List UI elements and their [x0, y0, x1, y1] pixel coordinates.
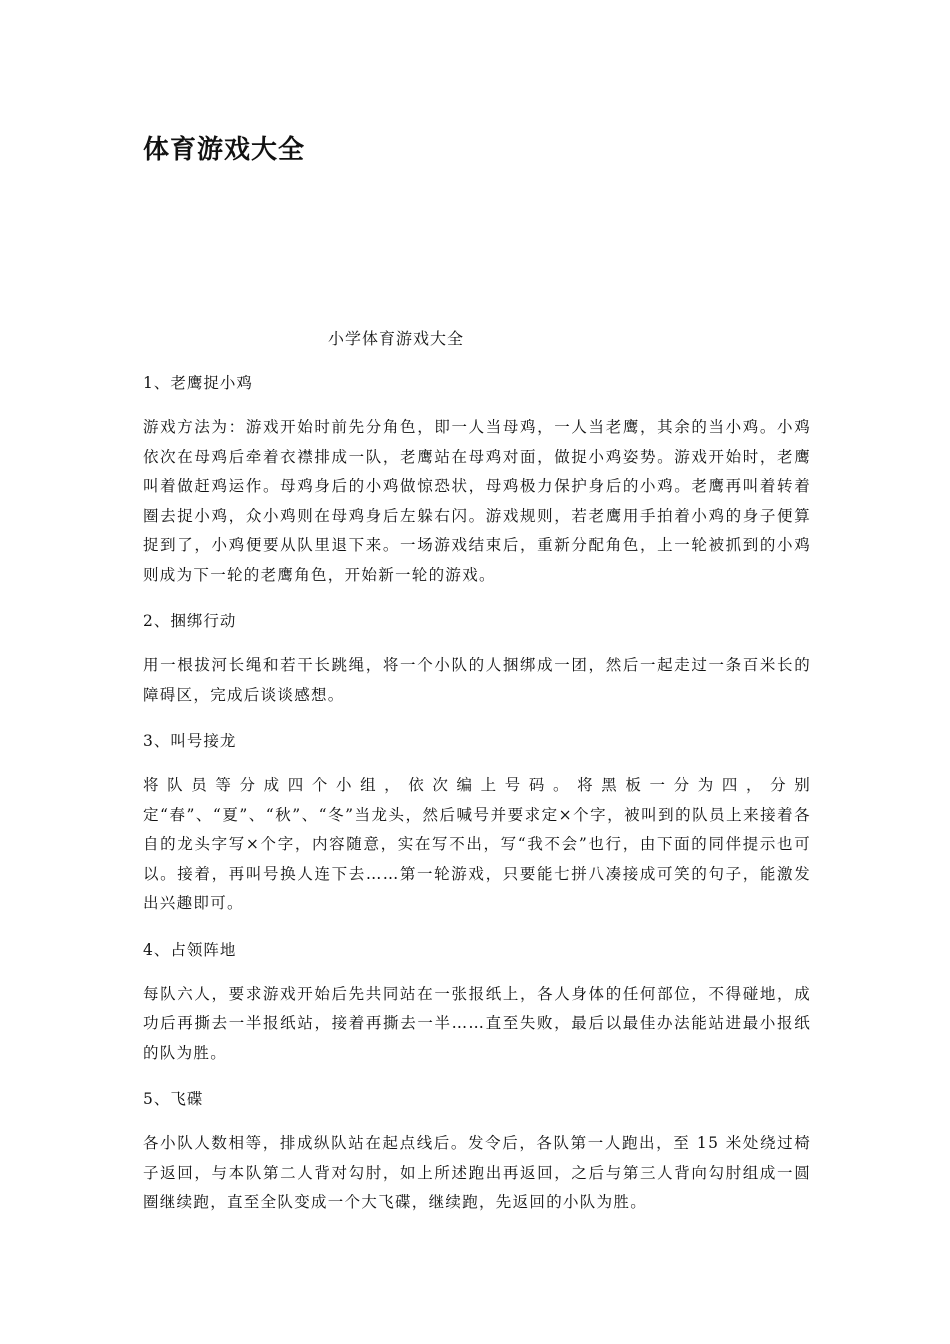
section-flying-disc	[143, 1084, 811, 1218]
document-title: 体育游戏大全	[143, 135, 306, 165]
section-paragraph: 各小队人数相等，排成纵队站在起点线后。发令后，各队第一人跑出，至 15 米处绕过椅子返回，与本队第二人背对勾肘，如上所述跑出再返回，之后与第三人背向勾肘组成一圆圈继续跑，直至全队变成一个大飞碟，继续跑，先返回的小队为胜。	[143, 1134, 811, 1211]
section-paragraph: 每队六人，要求游戏开始后先共同站在一张报纸上，各人身体的任何部位，不得碰地，成功后再撕去一半报纸站，接着再撕去一半……直至失败，最后以最佳办法能站进最小报纸的队为胜。	[143, 984, 811, 1062]
section-binding-action	[143, 606, 811, 710]
section-heading: 2、捆绑行动	[143, 612, 237, 630]
section-paragraph: 游戏方法为：游戏开始时前先分角色，即一人当母鸡，一人当老鹰，其余的当小鸡。小鸡依次在母鸡后牵着衣襟排成一队，老鹰站在母鸡对面，做捉小鸡姿势。游戏开始时，老鹰叫着做赶鸡运作。母鸡身后的小鸡做惊恐状，母鸡极力保护身后的小鸡。老鹰再叫着转着圈去捉小鸡，众小鸡则在母鸡身后左躲右闪。游戏规则，若老鹰用手拍着小鸡的身子便算捉到了，小鸡便要从队里退下来。一场游戏结束后，重新分配角色，上一轮被抓到的小鸡则成为下一轮的老鹰角色，开始新一轮的游戏。	[143, 418, 811, 584]
section-occupy-position	[143, 935, 811, 1069]
section-eagle-catch-chicks	[143, 368, 811, 590]
section-number-relay	[143, 726, 811, 919]
sections-container	[143, 368, 811, 1234]
section-heading: 4、占领阵地	[143, 940, 237, 959]
section-paragraph: 用一根拔河长绳和若干长跳绳，将一个小队的人捆绑成一团，然后一起走过一条百米长的障碍区，完成后谈谈感想。	[143, 656, 811, 704]
section-heading: 5、飞碟	[143, 1090, 204, 1108]
document-subtitle: 小学体育游戏大全	[328, 329, 465, 348]
section-paragraph: 将队员等分成四个小组，依次编上号码。将黑板一分为四，分别定“春”、“夏”、“秋”、“冬”当龙头，然后喊号并要求定×个字，被叫到的队员上来接着各自的龙头字写×个字，内容随意，实在写不出，写“我不会”也行，由下面的同伴提示也可以。接着，再叫号换人连下去……第一轮游戏，只要能七拼八凑接成可笑的句子，能激发出兴趣即可。	[143, 776, 811, 912]
section-heading: 3、叫号接龙	[143, 732, 237, 750]
section-heading: 1、老鹰捉小鸡	[143, 374, 253, 392]
